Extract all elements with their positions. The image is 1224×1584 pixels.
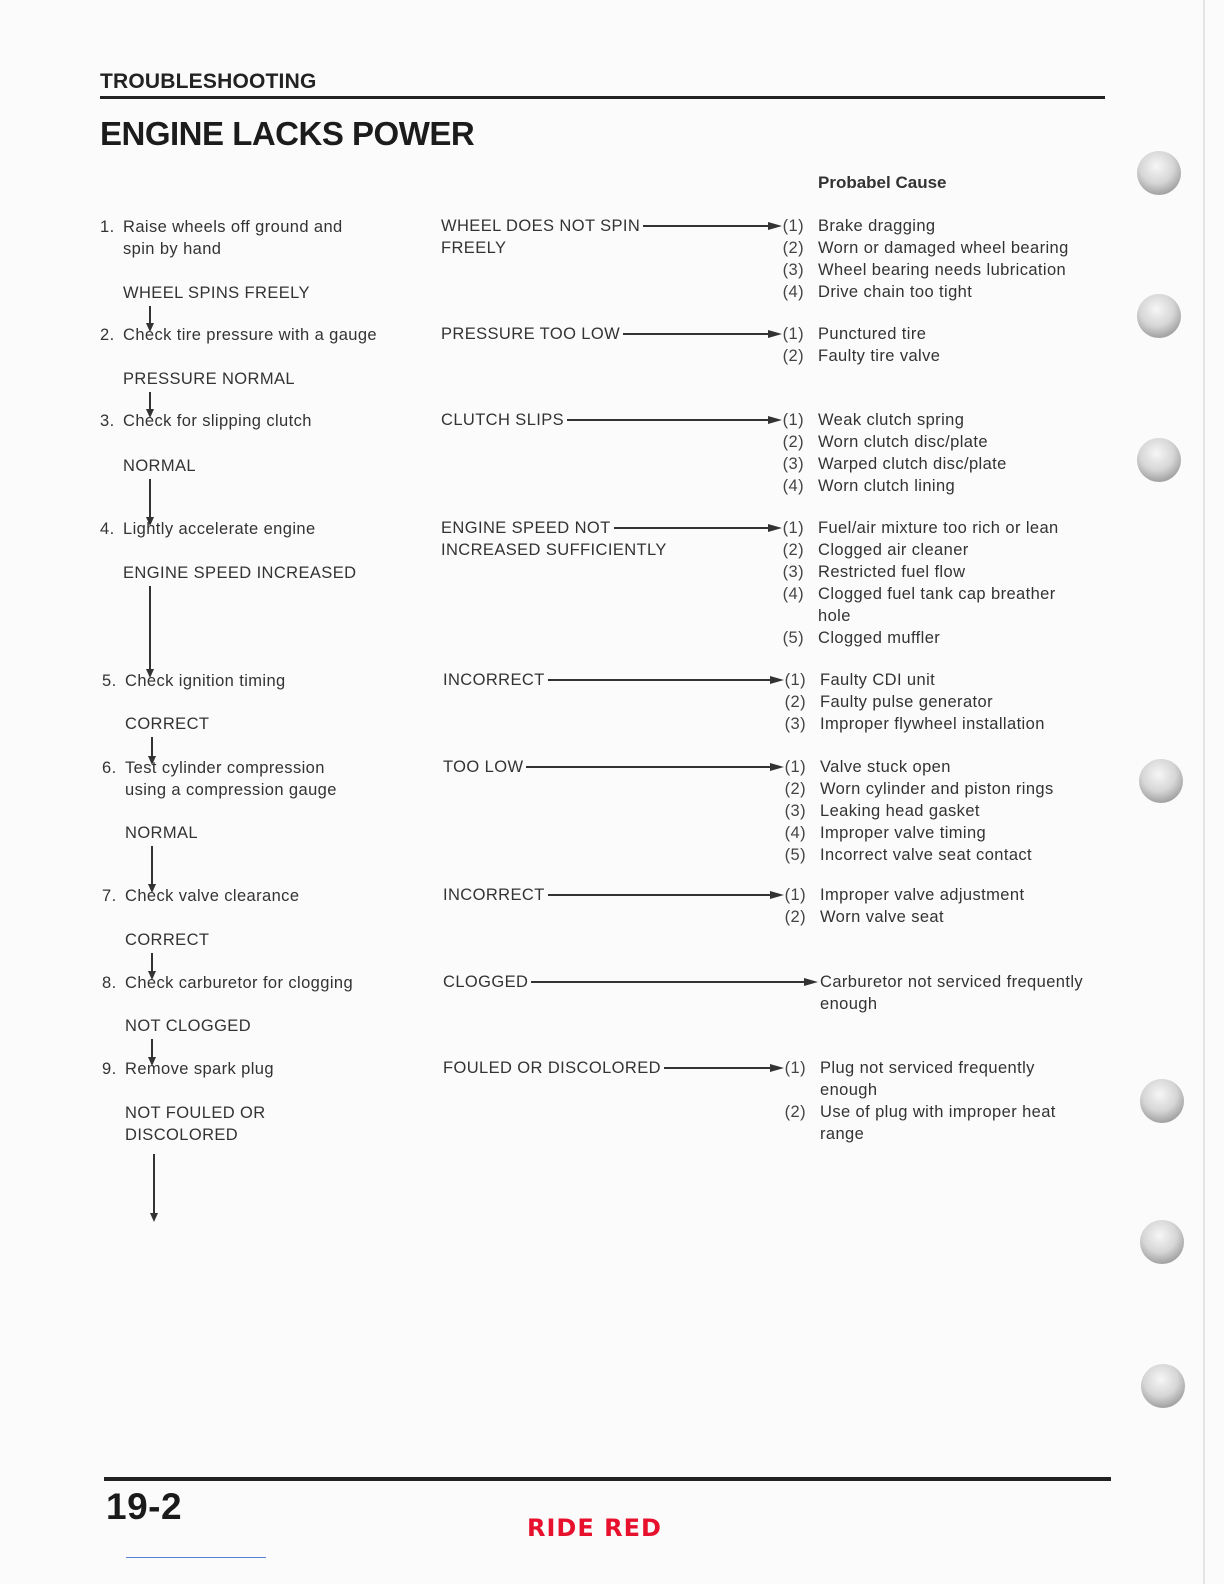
probable-cause: Fuel/air mixture too rich or lean bbox=[818, 519, 1059, 537]
probable-cause: Leaking head gasket bbox=[820, 802, 980, 820]
probable-cause: Improper valve adjustment bbox=[820, 886, 1025, 904]
cause-number: (3) bbox=[784, 802, 806, 820]
step-result: ENGINE SPEED INCREASED bbox=[123, 564, 357, 582]
probable-cause: Faulty pulse generator bbox=[820, 693, 993, 711]
probable-cause: Punctured tire bbox=[818, 325, 927, 343]
fault-to-cause-line bbox=[548, 894, 770, 896]
probable-cause: Worn clutch lining bbox=[818, 477, 956, 495]
flow-down-line bbox=[149, 479, 151, 518]
fault-condition: ENGINE SPEED NOT bbox=[441, 519, 611, 537]
cause-number: (2) bbox=[784, 693, 806, 711]
cause-number: (1) bbox=[782, 325, 804, 343]
page-edge-shadow bbox=[1203, 0, 1205, 1584]
step-text: spin by hand bbox=[123, 240, 222, 258]
probable-cause: range bbox=[820, 1125, 865, 1143]
page-number: 19-2 bbox=[106, 1486, 183, 1527]
probable-cause: enough bbox=[820, 995, 878, 1013]
fault-to-cause-line bbox=[526, 766, 770, 768]
flow-down-line bbox=[153, 1154, 155, 1214]
fault-condition: WHEEL DOES NOT SPIN bbox=[441, 217, 641, 235]
fault-condition: PRESSURE TOO LOW bbox=[441, 325, 621, 343]
cause-number: (1) bbox=[784, 1059, 806, 1077]
cause-number: (2) bbox=[784, 1103, 806, 1121]
probable-cause: Brake dragging bbox=[818, 217, 936, 235]
binder-hole bbox=[1137, 151, 1181, 195]
fault-condition: INCREASED SUFFICIENTLY bbox=[441, 541, 667, 559]
probable-cause: Carburetor not serviced frequently bbox=[820, 973, 1084, 991]
probable-cause: Worn valve seat bbox=[820, 908, 944, 926]
probable-cause: Faulty tire valve bbox=[818, 347, 941, 365]
probable-cause: Weak clutch spring bbox=[818, 411, 965, 429]
cause-number: (1) bbox=[782, 217, 804, 235]
step-number: 1. bbox=[100, 218, 115, 236]
step-result: DISCOLORED bbox=[125, 1126, 239, 1144]
probable-cause: Restricted fuel flow bbox=[818, 563, 966, 581]
step-text: Remove spark plug bbox=[125, 1060, 274, 1078]
step-number: 6. bbox=[102, 759, 117, 777]
cause-number: (2) bbox=[784, 908, 806, 926]
cause-number: (4) bbox=[782, 477, 804, 495]
probable-cause: Drive chain too tight bbox=[818, 283, 973, 301]
fault-condition: FREELY bbox=[441, 239, 507, 257]
probable-cause: Worn cylinder and piston rings bbox=[820, 780, 1054, 798]
binder-hole bbox=[1137, 438, 1181, 482]
step-result: CORRECT bbox=[125, 931, 210, 949]
step-text: Check valve clearance bbox=[125, 887, 300, 905]
cause-number: (3) bbox=[782, 563, 804, 581]
binder-hole bbox=[1141, 1364, 1185, 1408]
step-text: Check tire pressure with a gauge bbox=[123, 326, 378, 344]
fault-to-cause-line bbox=[623, 333, 768, 335]
fault-condition: FOULED OR DISCOLORED bbox=[443, 1059, 661, 1077]
step-result: NOT CLOGGED bbox=[125, 1017, 252, 1035]
step-text: Check for slipping clutch bbox=[123, 412, 312, 430]
probable-cause: hole bbox=[818, 607, 851, 625]
flow-down-line bbox=[151, 737, 153, 757]
fault-condition: CLUTCH SLIPS bbox=[441, 411, 565, 429]
fault-to-cause-line bbox=[567, 419, 768, 421]
binder-hole bbox=[1137, 294, 1181, 338]
step-text: using a compression gauge bbox=[125, 781, 337, 799]
fault-condition: INCORRECT bbox=[443, 671, 545, 689]
cause-number: (2) bbox=[784, 780, 806, 798]
probable-cause-heading: Probabel Cause bbox=[818, 173, 947, 192]
cause-number: (3) bbox=[784, 715, 806, 733]
probable-cause: Worn or damaged wheel bearing bbox=[818, 239, 1069, 257]
step-result: NORMAL bbox=[123, 457, 196, 475]
probable-cause: Incorrect valve seat contact bbox=[820, 846, 1033, 864]
cause-number: (4) bbox=[782, 585, 804, 603]
flow-down-line bbox=[149, 392, 151, 410]
fault-condition: CLOGGED bbox=[443, 973, 529, 991]
binder-hole bbox=[1140, 1220, 1184, 1264]
step-text: Test cylinder compression bbox=[125, 759, 325, 777]
step-text: Raise wheels off ground and bbox=[123, 218, 343, 236]
flow-down-arrowhead bbox=[150, 1213, 158, 1222]
cause-number: (3) bbox=[782, 455, 804, 473]
cause-number: (1) bbox=[782, 411, 804, 429]
probable-cause: Wheel bearing needs lubrication bbox=[818, 261, 1067, 279]
header-rule bbox=[100, 96, 1105, 99]
step-result: CORRECT bbox=[125, 715, 210, 733]
fault-to-cause-line bbox=[531, 981, 804, 983]
cause-number: (2) bbox=[782, 347, 804, 365]
probable-cause: Faulty CDI unit bbox=[820, 671, 936, 689]
probable-cause: Valve stuck open bbox=[820, 758, 951, 776]
binder-hole bbox=[1140, 1079, 1184, 1123]
step-text: Check carburetor for clogging bbox=[125, 974, 354, 992]
step-number: 3. bbox=[100, 412, 115, 430]
flow-down-line bbox=[149, 586, 151, 670]
step-number: 9. bbox=[102, 1060, 117, 1078]
cause-number: (2) bbox=[782, 239, 804, 257]
fault-to-cause-line bbox=[643, 225, 768, 227]
cause-number: (3) bbox=[782, 261, 804, 279]
cause-number: (2) bbox=[782, 433, 804, 451]
probable-cause: Clogged air cleaner bbox=[818, 541, 969, 559]
fault-to-cause-line bbox=[548, 679, 770, 681]
probable-cause: enough bbox=[820, 1081, 878, 1099]
fault-to-cause-line bbox=[664, 1067, 770, 1069]
probable-cause: Clogged muffler bbox=[818, 629, 941, 647]
binder-hole bbox=[1139, 759, 1183, 803]
probable-cause: Plug not serviced frequently bbox=[820, 1059, 1035, 1077]
probable-cause: Clogged fuel tank cap breather bbox=[818, 585, 1056, 603]
footer-rule bbox=[104, 1477, 1111, 1481]
step-number: 7. bbox=[102, 887, 117, 905]
flow-down-line bbox=[151, 846, 153, 885]
step-result: PRESSURE NORMAL bbox=[123, 370, 295, 388]
step-text: Lightly accelerate engine bbox=[123, 520, 316, 538]
page-title: ENGINE LACKS POWER bbox=[100, 115, 475, 152]
fault-to-cause-arrowhead bbox=[804, 978, 818, 986]
step-number: 5. bbox=[102, 672, 117, 690]
probable-cause: Improper flywheel installation bbox=[820, 715, 1045, 733]
step-number: 4. bbox=[100, 520, 115, 538]
step-text: Check ignition timing bbox=[125, 672, 286, 690]
fault-to-cause-line bbox=[614, 527, 768, 529]
step-result: NOT FOULED OR bbox=[125, 1104, 266, 1122]
cause-number: (5) bbox=[782, 629, 804, 647]
fault-condition: TOO LOW bbox=[443, 758, 524, 776]
flow-down-line bbox=[151, 953, 153, 972]
cause-number: (1) bbox=[784, 886, 806, 904]
fault-condition: INCORRECT bbox=[443, 886, 545, 904]
cause-number: (1) bbox=[784, 758, 806, 776]
cause-number: (2) bbox=[782, 541, 804, 559]
probable-cause: Worn clutch disc/plate bbox=[818, 433, 988, 451]
footer-link-underline bbox=[126, 1557, 266, 1558]
cause-number: (1) bbox=[784, 671, 806, 689]
probable-cause: Warped clutch disc/plate bbox=[818, 455, 1007, 473]
cause-number: (4) bbox=[782, 283, 804, 301]
flow-down-line bbox=[151, 1039, 153, 1058]
step-result: NORMAL bbox=[125, 824, 198, 842]
probable-cause: Improper valve timing bbox=[820, 824, 987, 842]
step-number: 2. bbox=[100, 326, 115, 344]
step-number: 8. bbox=[102, 974, 117, 992]
section-label: TROUBLESHOOTING bbox=[100, 70, 317, 93]
flow-down-line bbox=[149, 306, 151, 324]
cause-number: (4) bbox=[784, 824, 806, 842]
brand-logo: RIDE RED bbox=[527, 1514, 662, 1542]
cause-number: (1) bbox=[782, 519, 804, 537]
probable-cause: Use of plug with improper heat bbox=[820, 1103, 1056, 1121]
cause-number: (5) bbox=[784, 846, 806, 864]
step-result: WHEEL SPINS FREELY bbox=[123, 284, 310, 302]
